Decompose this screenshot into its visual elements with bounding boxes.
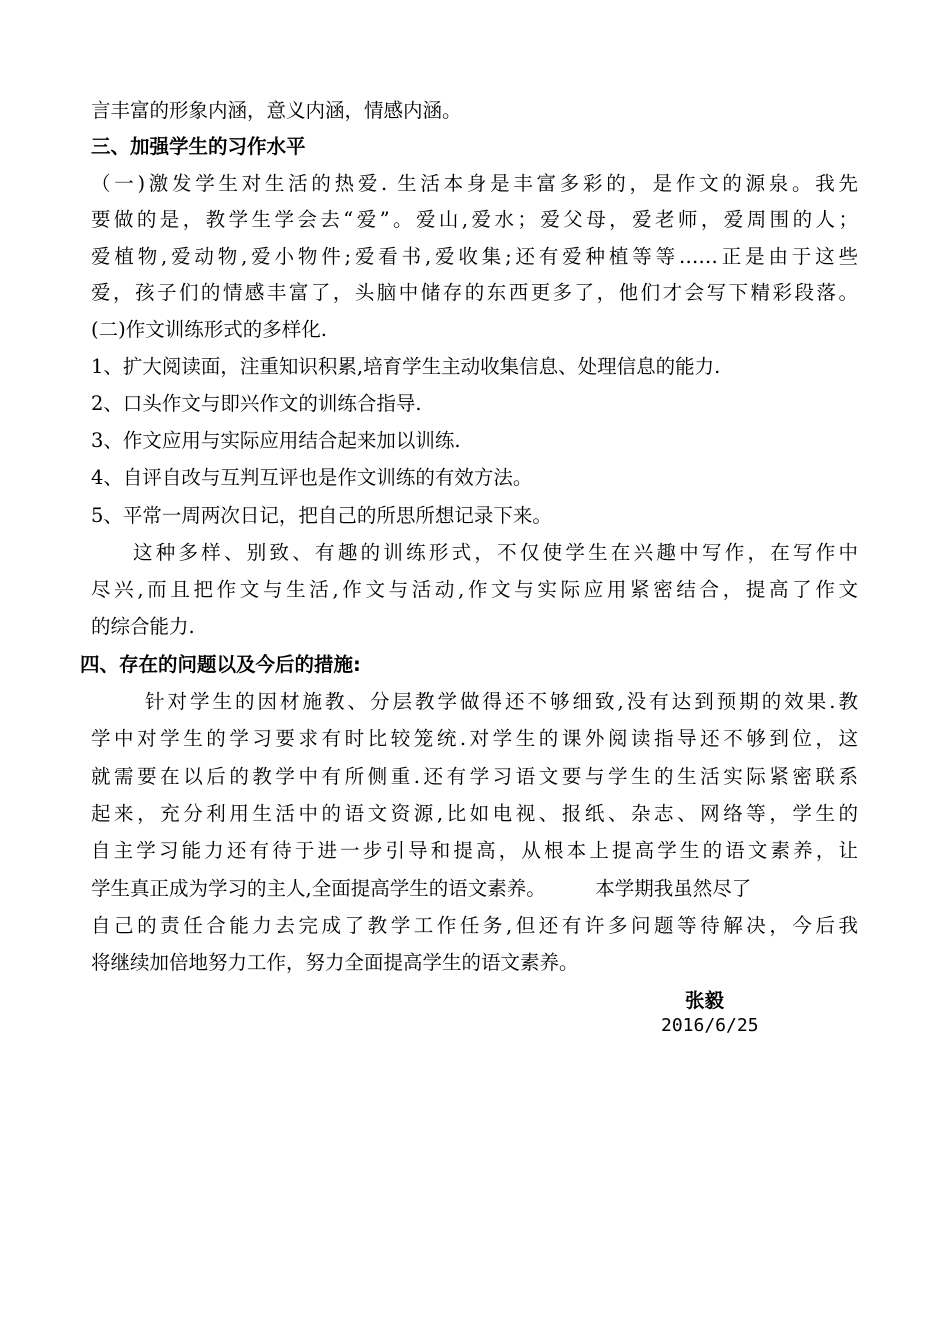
section3-para-line: 爱植物,爱动物,爱小物件;爱看书,爱收集;还有爱种植等等……正是由于这些 xyxy=(91,245,858,268)
section3-subheading: (二)作文训练形式的多样化. xyxy=(91,318,327,341)
section3-para-line: 要做的是，教学生学会去“爱”。爱山,爱水；爱父母，爱老师，爱周围的人； xyxy=(91,208,858,231)
section4-heading: 四、存在的问题以及今后的措施: xyxy=(80,653,361,676)
list-item: 2、口头作文与即兴作文的训练合指导. xyxy=(91,392,422,415)
summary-line: 尽兴,而且把作文与生活,作文与活动,作文与实际应用紧密结合，提高了作文 xyxy=(91,578,858,601)
summary-line: 的综合能力. xyxy=(91,615,195,638)
section3-para-line: 爱，孩子们的情感丰富了，头脑中储存的东西更多了，他们才会写下精彩段落。 xyxy=(91,281,858,304)
list-item: 5、平常一周两次日记，把自己的所思所想记录下来。 xyxy=(91,504,552,527)
section4-para-line: 就需要在以后的教学中有所侧重.还有学习语文要与学生的生活实际紧密联系 xyxy=(91,765,858,788)
summary-line: 这种多样、别致、有趣的训练形式，不仅使学生在兴趣中写作，在写作中 xyxy=(133,541,858,564)
section4-para-line: 自己的责任合能力去完成了教学工作任务,但还有许多问题等待解决，今后我 xyxy=(91,914,858,937)
section4-para-line: 自主学习能力还有待于进一步引导和提高，从根本上提高学生的语文素养，让 xyxy=(91,839,858,862)
intro-tail-line: 言丰富的形象内涵，意义内涵，情感内涵。 xyxy=(91,99,462,122)
signature-date: 2016/6/25 xyxy=(661,1015,759,1036)
section4-para-line: 将继续加倍地努力工作，努力全面提高学生的语文素养。 xyxy=(91,951,579,974)
list-item: 4、自评自改与互判互评也是作文训练的有效方法。 xyxy=(91,466,533,489)
list-item: 3、作文应用与实际应用结合起来加以训练. xyxy=(91,429,461,452)
section4-para-line: 学中对学生的学习要求有时比较笼统.对学生的课外阅读指导还不够到位，这 xyxy=(91,727,858,750)
signature-name: 张毅 xyxy=(685,989,725,1012)
section3-heading: 三、加强学生的习作水平 xyxy=(91,135,306,158)
section4-para-line: 针对学生的因材施教、分层教学做得还不够细致,没有达到预期的效果.教 xyxy=(145,690,858,713)
list-item: 1、扩大阅读面，注重知识积累,培育学生主动收集信息、处理信息的能力. xyxy=(91,355,721,378)
section4-para-line: 起来，充分利用生活中的语文资源,比如电视、报纸、杂志、网络等，学生的 xyxy=(91,802,858,825)
section4-para-line: 学生真正成为学习的主人,全面提高学生的语文素养。 本学期我虽然尽了 xyxy=(91,877,752,900)
section3-para-line: （一)激发学生对生活的热爱. 生活本身是丰富多彩的，是作文的源泉。我先 xyxy=(91,172,858,195)
